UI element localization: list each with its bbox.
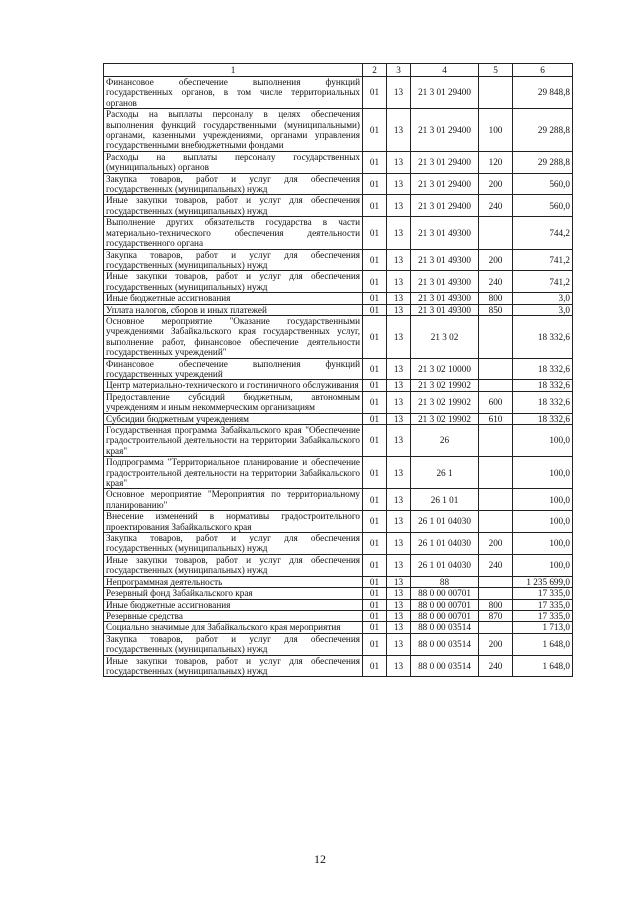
table-row (104, 217, 573, 249)
row-amount-cell: 18 332,6 (513, 315, 573, 358)
row-amount-cell: 17 335,0 (513, 610, 573, 621)
row-subsection-cell: 13 (387, 195, 411, 217)
budget-table (103, 63, 573, 677)
table-row (104, 489, 573, 511)
table-row (104, 633, 573, 655)
row-target-code-cell: 21 3 01 29400 (411, 77, 479, 109)
row-amount-cell: 1 713,0 (513, 622, 573, 633)
table-row (104, 293, 573, 304)
table-row (104, 304, 573, 315)
row-section-cell: 01 (363, 109, 387, 152)
row-name-cell: Основное мероприятие "Мероприятия по территориальному планированию" (104, 489, 363, 511)
row-name-cell: Внесение изменений в нормативы градостроительного проектирования Забайкальского края (104, 511, 363, 533)
row-expense-type-cell: 200 (479, 533, 513, 555)
row-expense-type-cell: 800 (479, 599, 513, 610)
row-amount-cell: 29 848,8 (513, 77, 573, 109)
row-target-code-cell: 21 3 02 19902 (411, 380, 479, 391)
row-expense-type-cell: 240 (479, 655, 513, 677)
row-section-cell: 01 (363, 217, 387, 249)
row-name-cell: Финансовое обеспечение выполнения функций государственных учреждений (104, 358, 363, 380)
row-target-code-cell: 21 3 02 10000 (411, 358, 479, 380)
row-subsection-cell: 13 (387, 77, 411, 109)
row-section-cell: 01 (363, 173, 387, 195)
row-name-cell: Центр материально-технического и гостиничного обслуживания (104, 380, 363, 391)
table-row (104, 173, 573, 195)
row-target-code-cell: 26 1 01 04030 (411, 533, 479, 555)
row-target-code-cell: 21 3 02 (411, 315, 479, 358)
row-amount-cell: 18 332,6 (513, 358, 573, 380)
row-target-code-cell: 21 3 01 29400 (411, 109, 479, 152)
row-name-cell: Государственная программа Забайкальского края "Обеспечение градостроительной деятельности на территории Забайкальского края" (104, 425, 363, 457)
row-amount-cell: 29 288,8 (513, 151, 573, 173)
row-amount-cell: 560,0 (513, 173, 573, 195)
row-expense-type-cell (479, 358, 513, 380)
row-name-cell: Иные закупки товаров, работ и услуг для обеспечения государственных (муниципальных) нужд (104, 554, 363, 576)
row-expense-type-cell: 600 (479, 391, 513, 413)
row-section-cell: 01 (363, 655, 387, 677)
row-subsection-cell: 13 (387, 109, 411, 152)
row-name-cell: Резервный фонд Забайкальского края (104, 588, 363, 599)
row-name-cell: Иные закупки товаров, работ и услуг для обеспечения государственных (муниципальных) нужд (104, 655, 363, 677)
row-name-cell: Основное мероприятие "Оказание государственными учреждениями Забайкальского края государственных услуг, выполнение работ, финансовое обеспечение деятельности государственных учреждений" (104, 315, 363, 358)
header-cell-name: 1 (104, 64, 363, 77)
row-name-cell: Расходы на выплаты персоналу в целях обеспечения выполнения функций государственными (муниципальными) органами, казенными учреждениями, органами управления государственными внебюджетными фондами (104, 109, 363, 152)
table-row (104, 425, 573, 457)
row-subsection-cell: 13 (387, 425, 411, 457)
row-amount-cell: 3,0 (513, 293, 573, 304)
row-name-cell: Иные бюджетные ассигнования (104, 599, 363, 610)
row-section-cell: 01 (363, 271, 387, 293)
row-subsection-cell: 13 (387, 151, 411, 173)
row-subsection-cell: 13 (387, 588, 411, 599)
row-amount-cell: 18 332,6 (513, 380, 573, 391)
row-target-code-cell: 21 3 01 49300 (411, 304, 479, 315)
row-subsection-cell: 13 (387, 489, 411, 511)
row-section-cell: 01 (363, 622, 387, 633)
row-name-cell: Выполнение других обязательств государства в части материально-технического обеспечения деятельности государственного органа (104, 217, 363, 249)
row-target-code-cell: 26 1 (411, 457, 479, 489)
row-name-cell: Предоставление субсидий бюджетным, автономным учреждениям и иным некоммерческим организациям (104, 391, 363, 413)
row-section-cell: 01 (363, 358, 387, 380)
row-section-cell: 01 (363, 249, 387, 271)
row-name-cell: Подпрограмма "Территориальное планирование и обеспечение градостроительной деятельности на территории Забайкальского края" (104, 457, 363, 489)
row-subsection-cell: 13 (387, 304, 411, 315)
row-expense-type-cell: 200 (479, 249, 513, 271)
row-amount-cell: 18 332,6 (513, 413, 573, 424)
row-subsection-cell: 13 (387, 576, 411, 587)
row-amount-cell: 17 335,0 (513, 599, 573, 610)
row-name-cell: Непрограммная деятельность (104, 576, 363, 587)
page-number: 12 (314, 852, 326, 866)
row-amount-cell: 17 335,0 (513, 588, 573, 599)
table-row (104, 380, 573, 391)
row-section-cell: 01 (363, 588, 387, 599)
row-target-code-cell: 26 (411, 425, 479, 457)
row-expense-type-cell (479, 77, 513, 109)
row-expense-type-cell (479, 380, 513, 391)
row-subsection-cell: 13 (387, 655, 411, 677)
table-row (104, 588, 573, 599)
row-expense-type-cell (479, 425, 513, 457)
row-section-cell: 01 (363, 489, 387, 511)
row-name-cell: Иные бюджетные ассигнования (104, 293, 363, 304)
row-name-cell: Закупка товаров, работ и услуг для обеспечения государственных (муниципальных) нужд (104, 633, 363, 655)
row-name-cell: Субсидии бюджетным учреждениям (104, 413, 363, 424)
row-expense-type-cell: 610 (479, 413, 513, 424)
row-section-cell: 01 (363, 533, 387, 555)
row-amount-cell: 100,0 (513, 425, 573, 457)
row-target-code-cell: 88 0 00 03514 (411, 633, 479, 655)
row-subsection-cell: 13 (387, 293, 411, 304)
row-subsection-cell: 13 (387, 315, 411, 358)
row-expense-type-cell: 100 (479, 109, 513, 152)
row-subsection-cell: 13 (387, 358, 411, 380)
row-amount-cell: 1 648,0 (513, 655, 573, 677)
table-row (104, 249, 573, 271)
row-section-cell: 01 (363, 293, 387, 304)
row-name-cell: Финансовое обеспечение выполнения функций государственных органов, в том числе территориальных органов (104, 77, 363, 109)
row-expense-type-cell: 200 (479, 633, 513, 655)
row-name-cell: Иные закупки товаров, работ и услуг для обеспечения государственных (муниципальных) нужд (104, 195, 363, 217)
row-target-code-cell: 26 1 01 04030 (411, 554, 479, 576)
table-row (104, 151, 573, 173)
table-row (104, 576, 573, 587)
row-subsection-cell: 13 (387, 599, 411, 610)
row-target-code-cell: 21 3 01 29400 (411, 151, 479, 173)
row-name-cell: Закупка товаров, работ и услуг для обеспечения государственных (муниципальных) нужд (104, 249, 363, 271)
row-section-cell: 01 (363, 304, 387, 315)
row-subsection-cell: 13 (387, 511, 411, 533)
row-target-code-cell: 88 0 00 03514 (411, 655, 479, 677)
table-row (104, 599, 573, 610)
row-target-code-cell: 21 3 01 49300 (411, 249, 479, 271)
row-section-cell: 01 (363, 610, 387, 621)
row-subsection-cell: 13 (387, 391, 411, 413)
row-name-cell: Закупка товаров, работ и услуг для обеспечения государственных (муниципальных) нужд (104, 173, 363, 195)
row-subsection-cell: 13 (387, 217, 411, 249)
row-expense-type-cell (479, 217, 513, 249)
row-subsection-cell: 13 (387, 622, 411, 633)
table-row (104, 511, 573, 533)
row-section-cell: 01 (363, 413, 387, 424)
row-amount-cell: 1 648,0 (513, 633, 573, 655)
row-subsection-cell: 13 (387, 380, 411, 391)
row-subsection-cell: 13 (387, 533, 411, 555)
row-expense-type-cell: 120 (479, 151, 513, 173)
row-subsection-cell: 13 (387, 173, 411, 195)
row-target-code-cell: 26 1 01 (411, 489, 479, 511)
row-section-cell: 01 (363, 315, 387, 358)
row-section-cell: 01 (363, 633, 387, 655)
row-expense-type-cell: 870 (479, 610, 513, 621)
row-subsection-cell: 13 (387, 271, 411, 293)
table-row (104, 315, 573, 358)
row-name-cell: Иные закупки товаров, работ и услуг для обеспечения государственных (муниципальных) нужд (104, 271, 363, 293)
row-section-cell: 01 (363, 151, 387, 173)
row-subsection-cell: 13 (387, 610, 411, 621)
table-row (104, 610, 573, 621)
row-amount-cell: 744,2 (513, 217, 573, 249)
row-section-cell: 01 (363, 457, 387, 489)
row-target-code-cell: 21 3 01 29400 (411, 173, 479, 195)
row-target-code-cell: 88 0 00 00701 (411, 599, 479, 610)
row-expense-type-cell (479, 576, 513, 587)
row-amount-cell: 1 235 699,0 (513, 576, 573, 587)
table-row (104, 77, 573, 109)
table-row (104, 655, 573, 677)
row-expense-type-cell (479, 489, 513, 511)
header-cell-subsection: 3 (387, 64, 411, 77)
header-cell-target-code: 4 (411, 64, 479, 77)
row-section-cell: 01 (363, 77, 387, 109)
row-amount-cell: 100,0 (513, 533, 573, 555)
row-section-cell: 01 (363, 391, 387, 413)
row-section-cell: 01 (363, 599, 387, 610)
table-row (104, 554, 573, 576)
row-name-cell: Закупка товаров, работ и услуг для обеспечения государственных (муниципальных) нужд (104, 533, 363, 555)
row-subsection-cell: 13 (387, 457, 411, 489)
row-expense-type-cell: 240 (479, 554, 513, 576)
row-target-code-cell: 21 3 01 29400 (411, 195, 479, 217)
table-row (104, 391, 573, 413)
row-target-code-cell: 88 0 00 00701 (411, 588, 479, 599)
row-amount-cell: 741,2 (513, 249, 573, 271)
row-expense-type-cell: 800 (479, 293, 513, 304)
row-amount-cell: 100,0 (513, 457, 573, 489)
row-target-code-cell: 26 1 01 04030 (411, 511, 479, 533)
row-subsection-cell: 13 (387, 554, 411, 576)
row-target-code-cell: 21 3 01 49300 (411, 293, 479, 304)
row-amount-cell: 3,0 (513, 304, 573, 315)
row-target-code-cell: 21 3 01 49300 (411, 271, 479, 293)
header-cell-section: 2 (363, 64, 387, 77)
row-expense-type-cell (479, 315, 513, 358)
row-amount-cell: 18 332,6 (513, 391, 573, 413)
row-expense-type-cell (479, 622, 513, 633)
row-target-code-cell: 88 0 00 03514 (411, 622, 479, 633)
row-expense-type-cell (479, 457, 513, 489)
row-name-cell: Резервные средства (104, 610, 363, 621)
row-expense-type-cell: 240 (479, 271, 513, 293)
row-expense-type-cell: 200 (479, 173, 513, 195)
row-amount-cell: 741,2 (513, 271, 573, 293)
table-row (104, 271, 573, 293)
row-expense-type-cell: 850 (479, 304, 513, 315)
header-cell-expense-type: 5 (479, 64, 513, 77)
row-subsection-cell: 13 (387, 633, 411, 655)
row-expense-type-cell: 240 (479, 195, 513, 217)
row-section-cell: 01 (363, 511, 387, 533)
row-amount-cell: 560,0 (513, 195, 573, 217)
table-row (104, 358, 573, 380)
table-body (104, 77, 573, 677)
row-target-code-cell: 88 0 00 00701 (411, 610, 479, 621)
row-section-cell: 01 (363, 195, 387, 217)
row-target-code-cell: 88 (411, 576, 479, 587)
row-expense-type-cell (479, 511, 513, 533)
header-cell-amount: 6 (513, 64, 573, 77)
row-target-code-cell: 21 3 02 19902 (411, 413, 479, 424)
table-row (104, 533, 573, 555)
row-section-cell: 01 (363, 380, 387, 391)
row-name-cell: Расходы на выплаты персоналу государственных (муниципальных) органов (104, 151, 363, 173)
table-row (104, 457, 573, 489)
row-name-cell: Уплата налогов, сборов и иных платежей (104, 304, 363, 315)
row-amount-cell: 100,0 (513, 511, 573, 533)
row-expense-type-cell (479, 588, 513, 599)
table-row (104, 109, 573, 152)
row-amount-cell: 100,0 (513, 489, 573, 511)
table-row (104, 413, 573, 424)
row-amount-cell: 29 288,8 (513, 109, 573, 152)
row-section-cell: 01 (363, 425, 387, 457)
table-row (104, 195, 573, 217)
table-row (104, 622, 573, 633)
row-section-cell: 01 (363, 576, 387, 587)
row-section-cell: 01 (363, 554, 387, 576)
row-target-code-cell: 21 3 01 49300 (411, 217, 479, 249)
header-row (104, 64, 573, 77)
row-amount-cell: 100,0 (513, 554, 573, 576)
row-target-code-cell: 21 3 02 19902 (411, 391, 479, 413)
row-subsection-cell: 13 (387, 413, 411, 424)
table-header (104, 64, 573, 77)
row-name-cell: Социально значимые для Забайкальского края мероприятия (104, 622, 363, 633)
row-subsection-cell: 13 (387, 249, 411, 271)
